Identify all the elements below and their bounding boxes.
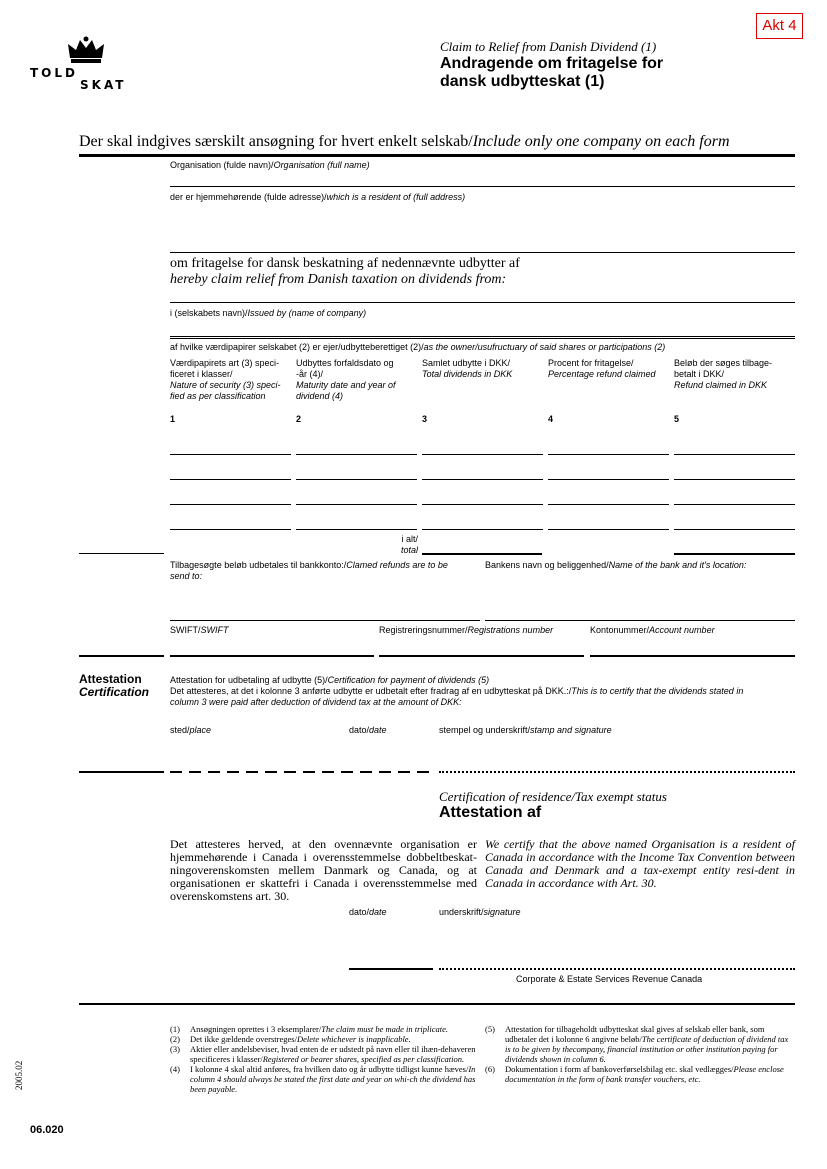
residence-text-da: Det attesteres herved, at den ovennævnte organisation er hjemmehørende i Canada i overensstemmelse dobbeltbeskat-ningoverenskomsten mellem Danmark og Canada, og at organisationen er skattefri i Canada i overensstemmelse med overenskomstens art. 30. <box>170 837 477 903</box>
organisation-field[interactable] <box>170 186 795 187</box>
stamp-signature-field[interactable] <box>439 771 795 773</box>
total-field-5[interactable] <box>674 553 795 555</box>
table-cell-field[interactable] <box>674 479 795 480</box>
table-cell-field[interactable] <box>296 504 417 505</box>
residence-title-da: Attestation af <box>439 804 542 821</box>
organisation-label: Organisation (fulde navn)/Organisation (full name) <box>170 160 370 170</box>
attestation-side-en: Certification <box>79 685 150 699</box>
column-header-4: Procent for fritagelse/ Percentage refund claimed <box>548 358 656 379</box>
crown-logo-icon <box>66 36 106 64</box>
swift-label: SWIFT/SWIFT <box>170 625 229 635</box>
table-cell-field[interactable] <box>170 504 291 505</box>
footnote-1: (1) Ansøgningen oprettes i 3 eksemplarer/The claim must be made in triplicate. <box>170 1024 449 1034</box>
company-label: i (selskabets navn)/Issued by (name of company) <box>170 308 367 318</box>
swift-field[interactable] <box>170 655 374 657</box>
bank-name-field[interactable] <box>485 620 795 621</box>
claim-field[interactable] <box>170 302 795 303</box>
residence-date-label: dato/date <box>349 907 387 917</box>
registration-label: Registreringsnummer/Registrations number <box>379 625 554 635</box>
footnote-6: (6) Dokumentation i form af bankoverførselsbilag etc. skal vedlægges/Please enclose documentation in the form of bank transfer vouchers, etc. <box>485 1064 784 1084</box>
footnotes-right <box>485 1024 795 1084</box>
bank-name-label: Bankens navn og beliggenhed/Name of the bank and it's location: <box>485 560 747 570</box>
table-cell-field[interactable] <box>674 504 795 505</box>
claim-da: om fritagelse for dansk beskatning af nedennævnte udbytter af <box>170 256 520 271</box>
logo-skat: SKAT <box>80 78 127 92</box>
table-cell-field[interactable] <box>296 454 417 455</box>
total-rule-left <box>79 553 164 554</box>
residence-date-field[interactable] <box>349 968 433 970</box>
section-rule-left <box>79 655 164 657</box>
table-cell-field[interactable] <box>422 504 543 505</box>
column-number-2: 2 <box>296 414 302 424</box>
place-label: sted/place <box>170 725 212 735</box>
header-title-en: Claim to Relief from Danish Dividend (1) <box>440 39 657 54</box>
column-header-1: Værdipapirets art (3) speci- ficeret i klasser/ Nature of security (3) speci- fied as per classification <box>170 358 281 401</box>
header-title-da-1: Andragende om fritagelse for <box>440 55 664 72</box>
account-number-label: Kontonummer/Account number <box>590 625 715 635</box>
footnote-2: (2) Det ikke gældende overstreges/Delete whichever is inapplicable. <box>170 1034 411 1044</box>
column-number-4: 4 <box>548 414 554 424</box>
owner-rule <box>170 338 795 339</box>
residence-title-en: Certification of residence/Tax exempt status <box>439 789 667 804</box>
attestation-line1: Attestation for udbetaling af udbytte (5)/Certification for payment of dividends (5) <box>170 675 490 685</box>
footnote-4: (4) I kolonne 4 skal altid anføres, fra hvilken dato og år udbytte tidligst kunne hæves/In column 4 should always be stated the first date and year on whi-ch the dividend has been payable. <box>170 1064 476 1094</box>
instruction-da: Der skal indgives særskilt ansøgning for hvert enkelt selskab/ <box>79 133 473 150</box>
footnotes-rule <box>79 1003 795 1005</box>
column-header-2: Udbyttes forfaldsdato og -år (4)/ Maturity date and year of dividend (4) <box>296 358 396 401</box>
table-cell-field[interactable] <box>548 454 669 455</box>
address-field[interactable] <box>170 252 795 253</box>
company-field[interactable] <box>170 336 795 337</box>
table-cell-field[interactable] <box>422 529 543 530</box>
table-cell-field[interactable] <box>674 529 795 530</box>
table-cell-field[interactable] <box>170 454 291 455</box>
total-label: i alt/ total <box>400 534 418 555</box>
instruction <box>79 133 730 151</box>
table-cell-field[interactable] <box>422 479 543 480</box>
form-year: 2005.02 <box>14 1060 24 1090</box>
column-number-5: 5 <box>674 414 680 424</box>
column-header-5: Beløb der søges tilbage- betalt i DKK/ Refund claimed in DKK <box>674 358 773 390</box>
table-cell-field[interactable] <box>170 529 291 530</box>
date-label: dato/date <box>349 725 387 735</box>
logo-told: TOLD <box>30 66 78 80</box>
residence-signature-field[interactable] <box>439 968 795 970</box>
footnote-3: (3) Aktier eller andelsbeviser, hvad enten de er udstedt på navn eller til ihæn-dehaveren specificeres i klasser/Registered or bearer shares, specified as per classification. <box>170 1044 476 1064</box>
table-cell-field[interactable] <box>422 454 543 455</box>
footnotes-left <box>170 1024 478 1094</box>
column-header-3: Samlet udbytte i DKK/ Total dividends in DKK <box>422 358 513 379</box>
form-number: 06.020 <box>30 1124 64 1136</box>
residence-signature-label: underskrift/signature <box>439 907 521 917</box>
table-cell-field[interactable] <box>548 504 669 505</box>
stamp-label: stempel og underskrift/stamp and signature <box>439 725 612 735</box>
account-number-field[interactable] <box>590 655 795 657</box>
registration-field[interactable] <box>379 655 584 657</box>
attestation-line2: Det attesteres, at det i kolonne 3 anførte udbytte er udbetalt efter fradrag af en udbytteskat på DKK.:/This is to certify that the dividends stated in column 3 were paid after deduction of dividend tax at the amount of DKK: <box>170 686 744 707</box>
instruction-rule <box>79 154 795 157</box>
column-number-3: 3 <box>422 414 428 424</box>
table-cell-field[interactable] <box>674 454 795 455</box>
attestation-rule-left <box>79 771 164 773</box>
column-number-1: 1 <box>170 414 176 424</box>
tax-authority: Corporate & Estate Services Revenue Canada <box>516 974 703 984</box>
residence-text-en: We certify that the above named Organisation is a resident of Canada in accordance with the Income Tax Convention between Canada and Denmark and a tax-exempt entity resi-dent in Canada in accordance with Art. 30. <box>485 837 795 890</box>
claim-en: hereby claim relief from Danish taxation on dividends from: <box>170 272 507 287</box>
header-title-da-2: dansk udbytteskat (1) <box>440 73 605 90</box>
total-field-3[interactable] <box>422 553 542 555</box>
attestation-side-da: Attestation <box>79 672 142 686</box>
owner-label: af hvilke værdipapirer selskabet (2) er ejer/udbytteberettiget (2)/as the owner/usufructuary of said shares or participations (2) <box>170 342 666 352</box>
table-cell-field[interactable] <box>548 479 669 480</box>
address-label: der er hjemmehørende (fulde adresse)/which is a resident of (full address) <box>170 192 466 202</box>
table-cell-field[interactable] <box>296 479 417 480</box>
bank-account-field[interactable] <box>170 620 480 621</box>
table-cell-field[interactable] <box>296 529 417 530</box>
place-date-field[interactable] <box>170 771 432 773</box>
table-cell-field[interactable] <box>170 479 291 480</box>
akt-label: Akt 4 <box>756 13 803 39</box>
bank-account-label: Tilbagesøgte beløb udbetales til bankkonto:/Clamed refunds are to be send to: <box>170 560 448 581</box>
footnote-5: (5) Attestation for tilbageholdt udbytteskat skal gives af selskab eller bank, som udbetaler det i kolonne 6 angivne beløb/The certificate of deduction of dividend tax is to be given by thecompany, financial institution or other institution paying for dividends shown in column 6. <box>485 1024 789 1064</box>
instruction-en: Include only one company on each form <box>472 133 730 150</box>
table-cell-field[interactable] <box>548 529 669 530</box>
